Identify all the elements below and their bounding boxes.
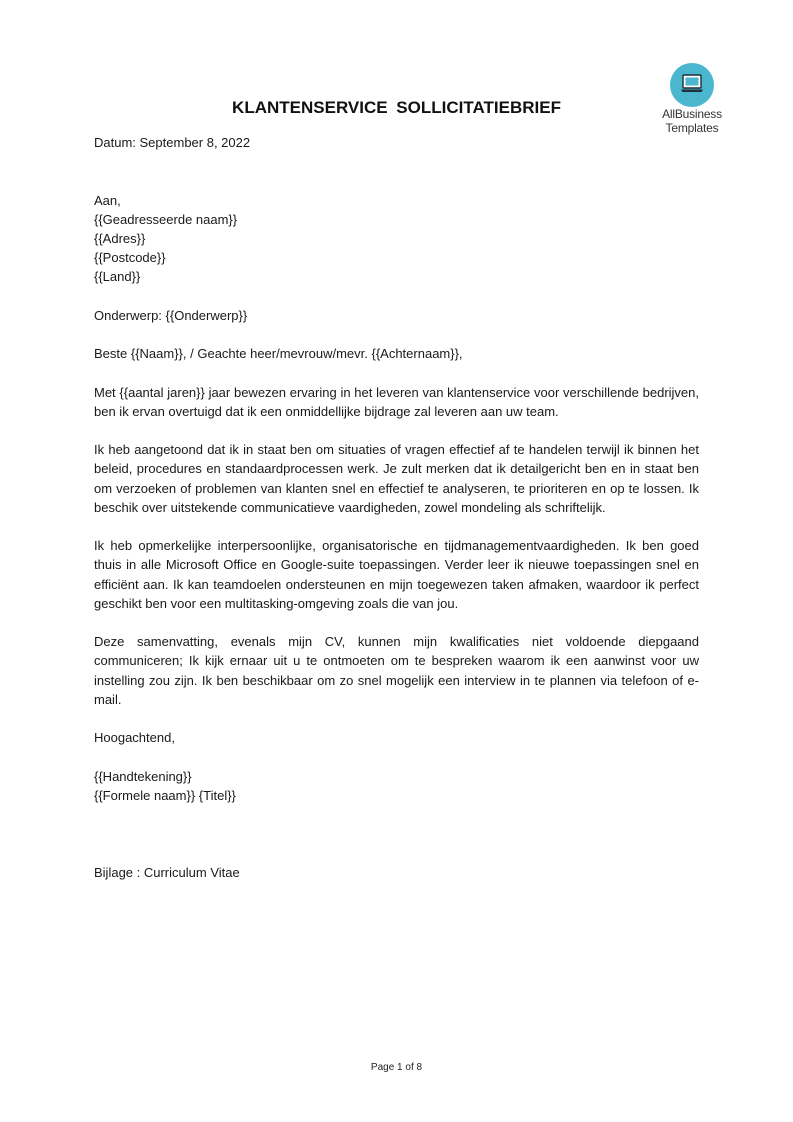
address-block bbox=[94, 191, 699, 287]
subject-line: Onderwerp: {{Onderwerp}} bbox=[94, 307, 248, 323]
laptop-icon bbox=[680, 74, 704, 94]
address-to: Aan, bbox=[94, 192, 121, 208]
paragraph-2: Ik heb aangetoond dat ik in staat ben om situaties of vragen effectief af te handelen terwijl ik binnen het beleid, procedures en standaardprocessen werk. Je zult merken dat ik detailgericht ben en in staat ben om verzoeken of problemen van klanten snel en effectief te analyseren, te prioriteren en op te lossen. Ik beschik over uitstekende communicatieve vaardigheden, zowel mondeling als schriftelijk. bbox=[94, 442, 699, 515]
address-country: {{Land}} bbox=[94, 269, 141, 285]
page-number: Page 1 of 8 bbox=[370, 1062, 423, 1073]
date-line: Datum: September 8, 2022 bbox=[94, 135, 251, 150]
document-title: KLANTENSERVICE SOLLICITATIEBRIEF bbox=[232, 98, 561, 117]
paragraph-4: Deze samenvatting, evenals mijn CV, kunnen mijn kwalificaties niet voldoende diepgaand communiceren; Ik kijk ernaar uit u te ontmoeten om te bespreken waarom ik een aanwinst voor uw instelling zou zijn. Ik ben beschikbaar om zo snel mogelijk een interview in te plannen via telefoon of e-mail. bbox=[94, 634, 699, 707]
letter-body bbox=[94, 133, 699, 882]
address-street: {{Adres}} bbox=[94, 230, 146, 246]
address-postcode: {{Postcode}} bbox=[94, 250, 166, 266]
address-recipient: {{Geadresseerde naam}} bbox=[94, 211, 238, 227]
paragraph-3: Ik heb opmerkelijke interpersoonlijke, organisatorische en tijdmanagementvaardigheden. Ik ben goed thuis in alle Microsoft Office en Google-suite toepassingen. Verder leer ik nieuwe toepassingen snel en efficiënt aan. Ik kan teamdoelen ondersteunen en mijn toegewezen taken afmaken, waardoor ik perfect geschikt ben voor een multitasking-omgeving zoals die van jou. bbox=[94, 538, 699, 611]
closing-line: Hoogachtend, bbox=[94, 730, 175, 746]
logo-text-line1: AllBusiness bbox=[662, 107, 722, 121]
logo-text-line2: Templates bbox=[665, 121, 719, 135]
signature-placeholder: {{Handtekening}} bbox=[94, 768, 192, 784]
signer-name: {{Formele naam}} {Titel}} bbox=[94, 787, 236, 803]
greeting-line: Beste {{Naam}}, / Geachte heer/mevrouw/mevr. {{Achternaam}}, bbox=[94, 346, 463, 362]
attachment-line: Bijlage : Curriculum Vitae bbox=[94, 864, 240, 880]
paragraph-1: Met {{aantal jaren}} jaar bewezen ervaring in het leveren van klantenservice voor verschillende bedrijven, ben ik ervan overtuigd dat ik een onmiddellijke bijdrage zal leveren aan uw team. bbox=[94, 384, 699, 419]
